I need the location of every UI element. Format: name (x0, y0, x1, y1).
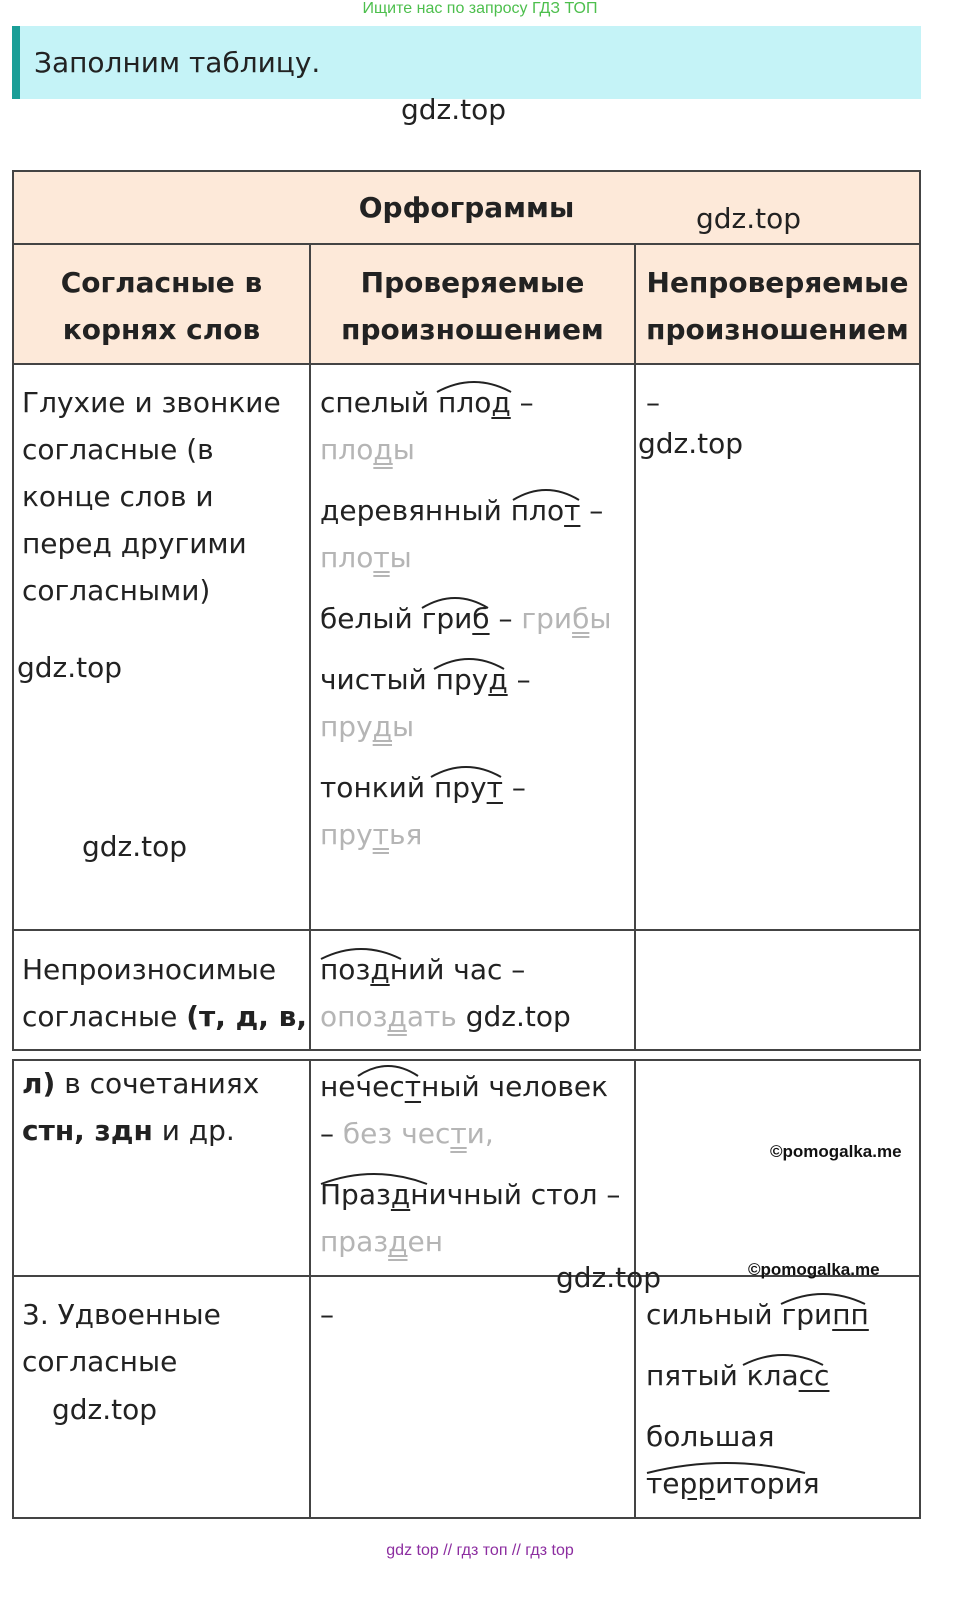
root-arc-icon (419, 590, 491, 610)
table-border (12, 243, 921, 245)
table-border (309, 1059, 311, 1519)
table-border (12, 1517, 921, 1519)
table-border (12, 1059, 14, 1519)
row1-example-4: чистый пруд – пруды (320, 663, 531, 743)
row1-col3-dash: – (646, 386, 660, 419)
watermark: gdz.top (638, 427, 744, 460)
table-border (12, 170, 921, 172)
watermark: gdz.top (52, 1393, 158, 1426)
root-arc-icon (740, 1347, 826, 1367)
watermark-pomogalka: ©pomogalka.me (748, 1260, 880, 1279)
root-arc-icon (778, 1286, 868, 1306)
watermark-pomogalka: ©pomogalka.me (770, 1142, 902, 1161)
row1-example-5: тонкий прут – прутья (320, 771, 526, 851)
row2-example-3: Праздничный стол – празден (320, 1178, 621, 1258)
table-border (634, 243, 636, 1050)
root-arc-icon (428, 759, 504, 779)
table-border (12, 1049, 921, 1051)
root-arc-icon (431, 651, 507, 671)
root-arc-icon (510, 482, 582, 502)
col-header-uncheckable: Непроверяемые произношением (646, 266, 909, 346)
row2-example-1: поздний час – опоздать gdz.top (320, 953, 571, 1033)
table-border (12, 363, 921, 365)
watermark: gdz.top (17, 651, 123, 684)
row3-label: 3. Удвоенные согласные (22, 1298, 221, 1378)
row3-col2-dash: – (320, 1298, 334, 1331)
col-header-checkable: Проверяемые произношением (341, 266, 604, 346)
row2-label: Непроизносимые согласные (т, д, в, (22, 953, 307, 1033)
watermark: gdz.top (401, 93, 507, 126)
row1-label: Глухие и звонкие согласные (в конце слов и перед другими согласными) (22, 386, 281, 607)
footer-links: gdz top // гдз топ // гдз top (386, 1542, 574, 1559)
watermark: gdz.top (696, 202, 802, 235)
row2-example-2: нечестный человек – без чести, (320, 1070, 608, 1150)
row1-example-2: деревянный плот – плоты (320, 494, 604, 574)
row2-label-cont: л) в сочетаниях стн, здн и др. (22, 1067, 260, 1147)
root-arc-icon (644, 1455, 808, 1475)
table-border (12, 929, 921, 931)
callout-title: Заполним таблицу. (12, 26, 921, 99)
root-arc-icon (434, 374, 514, 394)
root-arc-icon (318, 1166, 430, 1186)
watermark: gdz.top (556, 1261, 662, 1294)
row3-examples: сильный грипп пятый класс большая территория (646, 1298, 869, 1500)
col-header-consonants: Согласные в корнях слов (60, 266, 263, 346)
table-title: Орфограммы (358, 191, 575, 224)
row1-example-1: спелый плод – плоды (320, 386, 534, 466)
root-arc-icon (318, 941, 404, 961)
row1-example-3: белый гриб – грибы (320, 602, 612, 635)
table-border (309, 243, 311, 1050)
table-border (919, 1059, 921, 1519)
root-arc-icon (355, 1058, 421, 1078)
watermark: gdz.top (82, 830, 188, 863)
table-border (919, 170, 921, 1050)
watermark: gdz.top (465, 1000, 571, 1033)
top-banner: Ищите нас по запросу ГДЗ ТОП (362, 0, 598, 17)
